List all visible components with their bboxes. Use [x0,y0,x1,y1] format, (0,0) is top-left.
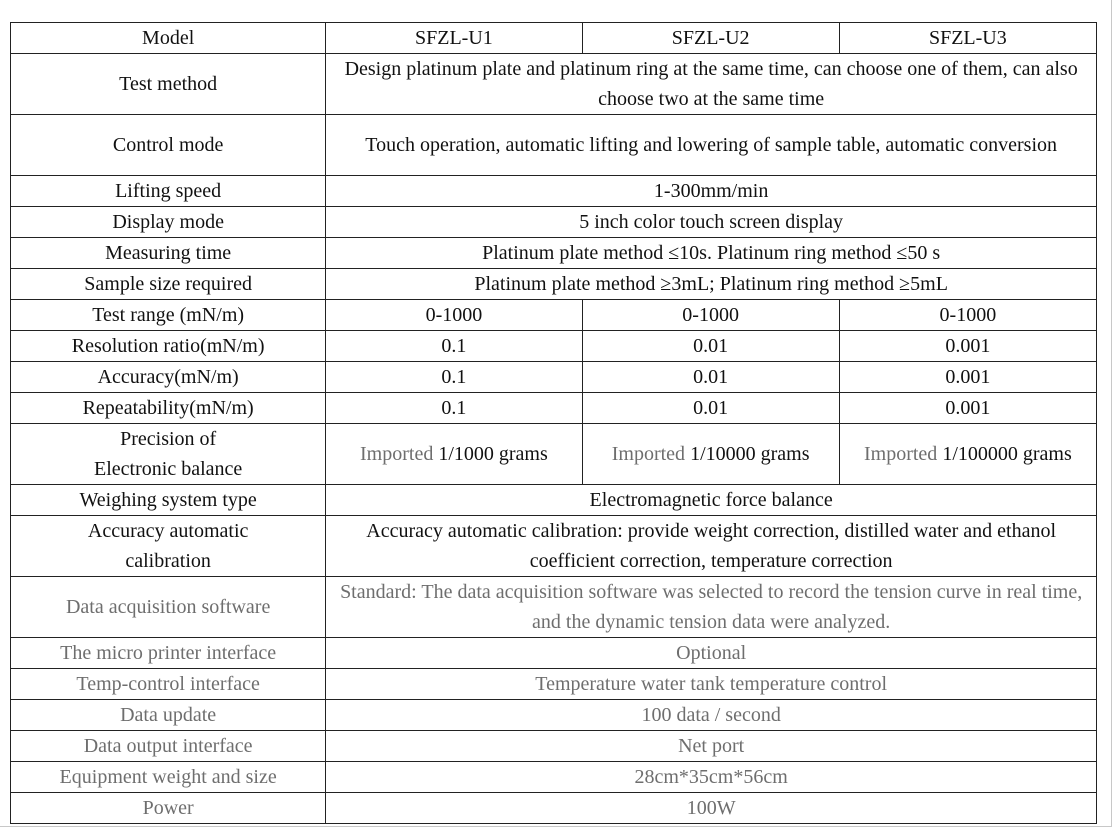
row-value: 100W [326,793,1097,824]
row-label: Control mode [11,115,326,176]
model-cell-u1: SFZL-U1 [326,23,582,54]
table-row-balance [11,424,1097,485]
table-row-measuring-time [11,238,1097,269]
table-row-data-update [11,700,1097,731]
row-label: Resolution ratio(mN/m) [11,331,326,362]
model-cell-u2: SFZL-U2 [582,23,839,54]
row-value: 28cm*35cm*56cm [326,762,1097,793]
value-cell-u3: 0.001 [839,362,1096,393]
table-row-test-method [11,54,1097,115]
row-value: 5 inch color touch screen display [326,207,1097,238]
row-value: Design platinum plate and platinum ring at the same time, can choose one of them, can also choose two at the same time [326,54,1097,115]
value-cell-u2: 0.01 [582,331,839,362]
value-cell-u3: 0.001 [839,393,1096,424]
table-row-model [11,23,1097,54]
table-row-temp-control [11,669,1097,700]
row-value: Platinum plate method ≤10s. Platinum ring method ≤50 s [326,238,1097,269]
table-row-accuracy [11,362,1097,393]
imported-prefix: Imported [864,443,938,465]
row-label: Data output interface [11,731,326,762]
table-row-lifting-speed [11,176,1097,207]
row-label: Temp-control interface [11,669,326,700]
row-value: Net port [326,731,1097,762]
table-row-weight-size [11,762,1097,793]
row-label: Data update [11,700,326,731]
row-label [11,424,326,485]
value-cell-u1 [326,424,582,485]
value-cell-u3: 0-1000 [839,300,1096,331]
row-label: The micro printer interface [11,638,326,669]
row-value: Optional [326,638,1097,669]
row-label: Equipment weight and size [11,762,326,793]
value-cell-u3 [839,424,1096,485]
table-row-weighing-type [11,485,1097,516]
model-cell-u3: SFZL-U3 [839,23,1096,54]
row-value: Temperature water tank temperature control [326,669,1097,700]
row-value: Touch operation, automatic lifting and lowering of sample table, automatic conversion [326,115,1097,176]
table-row-software [11,577,1097,638]
row-value: Platinum plate method ≥3mL; Platinum ring method ≥5mL [326,269,1097,300]
row-label: Weighing system type [11,485,326,516]
value-cell-u2: 0-1000 [582,300,839,331]
row-value: 100 data / second [326,700,1097,731]
label-line: Precision of [120,428,217,450]
precision-value: 1/100000 grams [937,443,1072,465]
row-label: Test method [11,54,326,115]
row-label: Test range (mN/m) [11,300,326,331]
imported-prefix: Imported [611,443,686,465]
value-cell-u2: 0.01 [582,393,839,424]
row-value: Standard: The data acquisition software was selected to record the tension curve in real time, and the dynamic tension data were analyzed. [326,577,1097,638]
value-cell-u1: 0-1000 [326,300,582,331]
table-row-display-mode [11,207,1097,238]
row-value: 1-300mm/min [326,176,1097,207]
value-cell-u3: 0.001 [839,331,1096,362]
row-value: Accuracy automatic calibration: provide weight correction, distilled water and ethanol coefficient correction, temperature correction [326,516,1097,577]
row-value: Electromagnetic force balance [326,485,1097,516]
row-label: Display mode [11,207,326,238]
table-row-sample-size [11,269,1097,300]
value-cell-u1: 0.1 [326,362,582,393]
value-cell-u1: 0.1 [326,331,582,362]
precision-value: 1/1000 grams [433,443,548,465]
spec-table [10,22,1097,824]
precision-value: 1/10000 grams [685,443,810,465]
row-label: Accuracy(mN/m) [11,362,326,393]
row-label: Accuracy automatic calibration [11,516,326,577]
row-label: Lifting speed [11,176,326,207]
value-cell-u2: 0.01 [582,362,839,393]
row-label: Sample size required [11,269,326,300]
imported-prefix: Imported [360,443,434,465]
row-label: Data acquisition software [11,577,326,638]
table-row-calibration [11,516,1097,577]
value-cell-u2 [582,424,839,485]
table-row-resolution [11,331,1097,362]
label-line: Electronic balance [94,458,243,480]
value-cell-u1: 0.1 [326,393,582,424]
table-row-printer [11,638,1097,669]
table-row-data-output [11,731,1097,762]
row-label: Measuring time [11,238,326,269]
table-row-repeatability [11,393,1097,424]
row-label: Repeatability(mN/m) [11,393,326,424]
table-row-power [11,793,1097,824]
table-row-control-mode [11,115,1097,176]
table-row-test-range [11,300,1097,331]
row-label: Power [11,793,326,824]
row-label: Model [11,23,326,54]
